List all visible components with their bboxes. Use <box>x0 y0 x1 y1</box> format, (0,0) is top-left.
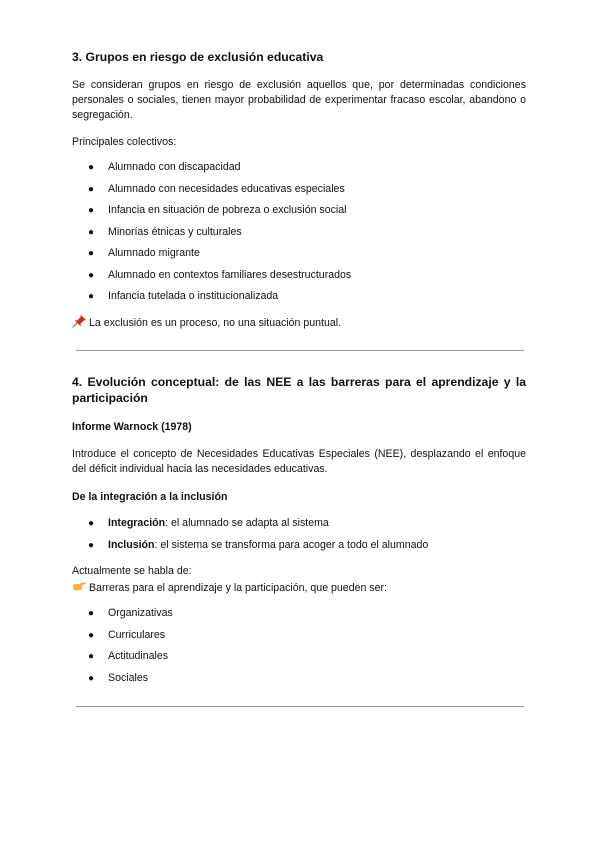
bullet-icon: ● <box>88 226 95 238</box>
warnock-heading: Informe Warnock (1978) <box>72 421 192 433</box>
list-item: ● Curriculares <box>88 628 166 641</box>
list-item: ● Alumnado en contextos familiares desestructurados <box>88 268 352 281</box>
warnock-text: Introduce el concepto de Necesidades Educativas Especiales (NEE), desplazando el enfoque del déficit individual hacia las necesidades educativas. <box>72 448 526 475</box>
currently-label: Actualmente se habla de: <box>72 565 192 577</box>
list-item: ● Alumnado con discapacidad <box>88 161 241 173</box>
list-item: ● Actitudinales <box>88 650 169 662</box>
bullet-icon: ● <box>88 629 95 641</box>
list-item: ● Infancia en situación de pobreza o exclusión social <box>88 204 347 216</box>
barriers-list <box>72 606 526 692</box>
list-item: ● Alumnado con necesidades educativas especiales <box>88 182 345 195</box>
collectives-label: Principales colectivos: <box>72 136 177 148</box>
exclusion-note: La exclusión es un proceso, no una situación puntual. <box>72 314 526 331</box>
pointing-hand-icon <box>72 579 87 593</box>
bullet-icon: ● <box>88 539 95 551</box>
bullet-icon: ● <box>88 672 95 684</box>
bullet-icon: ● <box>88 183 95 195</box>
pushpin-icon <box>72 314 87 328</box>
list-item <box>72 516 526 538</box>
list-item: ● Sociales <box>88 671 149 684</box>
model-term: Inclusión <box>108 538 155 551</box>
model-desc: : el alumnado se adapta al sistema <box>165 517 329 529</box>
collectives-list <box>72 160 526 311</box>
section-3-title: 3. Grupos en riesgo de exclusión educativa <box>72 50 324 64</box>
integration-heading: De la integración a la inclusión <box>72 491 228 503</box>
list-item: ● Minorías étnicas y culturales <box>88 225 242 238</box>
section-divider <box>76 706 524 707</box>
bullet-icon: ● <box>88 291 95 302</box>
bullet-icon: ● <box>88 608 95 619</box>
bullet-icon: ● <box>88 269 95 281</box>
bullet-icon: ● <box>88 248 95 259</box>
bullet-icon: ● <box>88 162 95 173</box>
list-item: ● Organizativas <box>88 607 173 619</box>
bullet-icon: ● <box>88 518 95 529</box>
section-divider <box>76 350 524 351</box>
section-3-intro: Se consideran grupos en riesgo de exclusión aquellos que, por determinadas condiciones personales o sociales, tienen mayor probabilidad de experimentar fracaso escolar, abandono o segregación. <box>72 79 526 121</box>
barriers-intro: Barreras para el aprendizaje y la participación, que pueden ser: <box>72 579 526 596</box>
models-list <box>72 516 526 559</box>
bullet-icon: ● <box>88 205 95 216</box>
section-4-title: 4. Evolución conceptual: de las NEE a las barreras para el aprendizaje y la participación <box>72 375 526 405</box>
model-desc: : el sistema se transforma para acoger a todo el alumnado <box>154 538 429 551</box>
list-item <box>72 538 526 560</box>
list-item: ● Infancia tutelada o institucionalizada <box>88 290 279 302</box>
bullet-icon: ● <box>88 651 95 662</box>
model-term: Integración <box>108 517 166 529</box>
list-item: ● Alumnado migrante <box>88 247 200 259</box>
